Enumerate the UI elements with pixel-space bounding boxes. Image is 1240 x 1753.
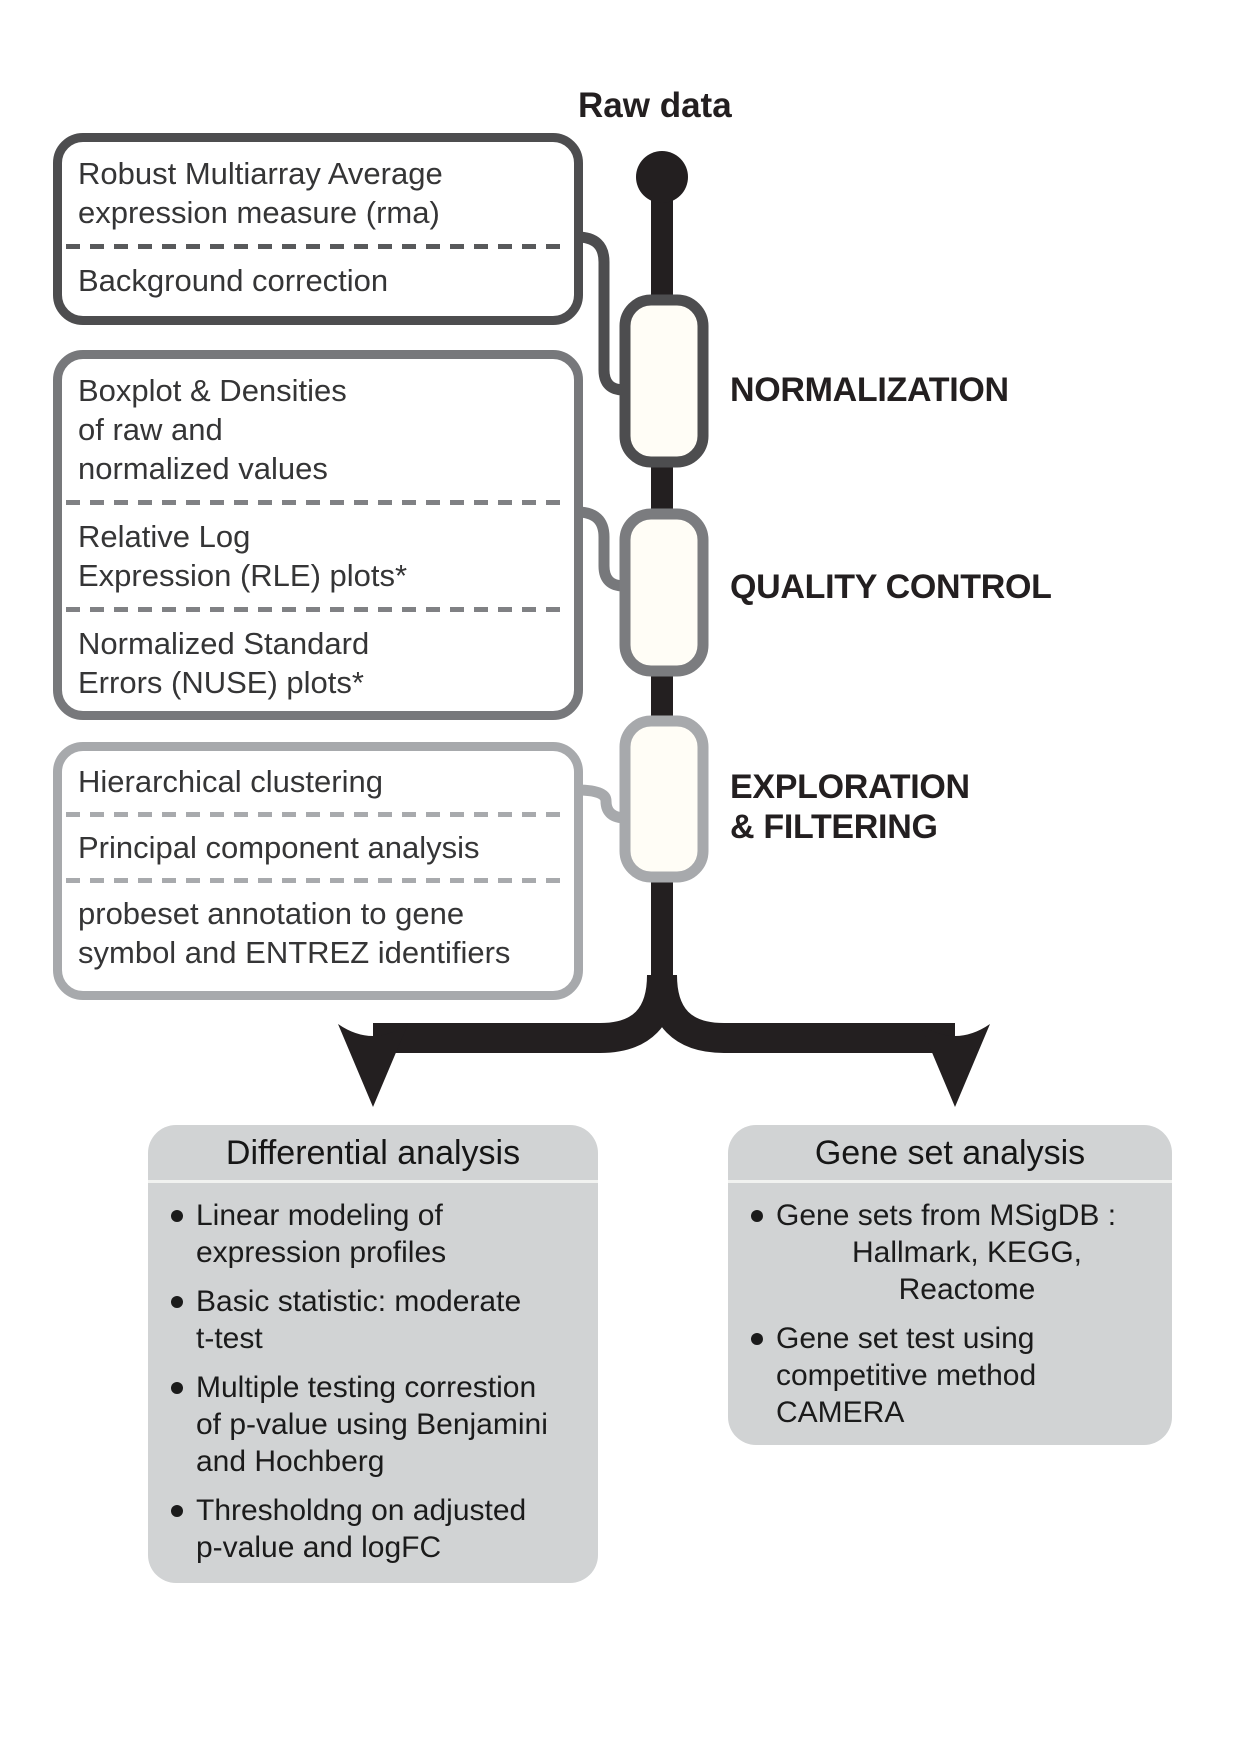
flow-step-line: Principal component analysis	[78, 830, 480, 865]
bullet-item	[742, 1320, 1158, 1431]
flow-step-boxplot-densities	[62, 359, 574, 500]
flow-step-line: Relative Log	[78, 519, 251, 554]
stage-pill-exploration	[625, 721, 703, 877]
bullet-list	[728, 1197, 1172, 1431]
flow-step-background-correction	[62, 249, 574, 312]
flow-step-line: Boxplot & Densities	[78, 373, 347, 408]
flow-step-probeset-annotation	[62, 883, 574, 983]
flow-step-line: Errors (NUSE) plots*	[78, 665, 364, 700]
bullet-item	[742, 1197, 1158, 1308]
flow-step-line: expression measure (rma)	[78, 195, 440, 230]
bullet-line: Reactome	[898, 1273, 1036, 1306]
flow-box-exploration-steps	[53, 742, 583, 1000]
panel-title-separator	[728, 1180, 1172, 1183]
panel-title: Differential analysis	[225, 1134, 521, 1172]
stage-label-line: & FILTERING	[730, 808, 938, 846]
panel-differential-analysis	[148, 1125, 598, 1583]
bullet-line: competitive method	[776, 1359, 1037, 1392]
raw-data-label: Raw data	[578, 86, 732, 125]
stage-pill-quality-control	[625, 514, 703, 671]
stage-label-line: NORMALIZATION	[730, 371, 1009, 409]
flow-box-quality-control-steps	[53, 350, 583, 720]
flow-step-line: normalized values	[78, 451, 328, 486]
flow-step-line: Robust Multiarray Average	[78, 156, 443, 191]
panel-gene-set-analysis	[728, 1125, 1172, 1445]
stage-label-normalization	[730, 370, 1009, 410]
flow-step-line: symbol and ENTREZ identifiers	[78, 935, 511, 970]
flow-box-normalization-steps	[53, 133, 583, 325]
bullet-item	[162, 1197, 584, 1271]
flow-step-nuse-plots	[62, 612, 574, 714]
bullet-line: t-test	[196, 1322, 263, 1355]
flow-step-line: Background correction	[78, 263, 389, 298]
bullet-line: Multiple testing correstion	[196, 1371, 537, 1404]
arrowhead-right-icon	[920, 1024, 990, 1107]
stage-label-quality-control	[730, 567, 1052, 607]
bullet-item	[162, 1492, 584, 1566]
bullet-line: Thresholdng on adjusted	[196, 1494, 527, 1527]
bullet-line: Linear modeling of	[196, 1199, 443, 1232]
arrowhead-left-icon	[338, 1024, 408, 1107]
flow-step-rle-plots	[62, 505, 574, 607]
flow-step-pca	[62, 817, 574, 878]
bullet-line: Gene sets from MSigDB :	[776, 1199, 1117, 1232]
flow-step-line: Normalized Standard	[78, 626, 370, 661]
bullet-item	[162, 1283, 584, 1357]
bullet-line: Hallmark, KEGG,	[851, 1236, 1083, 1269]
flow-step-line: Hierarchical clustering	[78, 764, 383, 799]
flow-step-line: Expression (RLE) plots*	[78, 558, 408, 593]
bullet-list	[148, 1197, 598, 1566]
stage-pill-normalization	[625, 300, 703, 462]
panel-title: Gene set analysis	[814, 1134, 1086, 1172]
bullet-line: of p-value using Benjamini	[196, 1408, 548, 1441]
raw-data-dot-icon	[636, 151, 688, 203]
stage-label-line: EXPLORATION	[730, 768, 970, 806]
flow-step-line: of raw and	[78, 412, 223, 447]
bullet-line: expression profiles	[196, 1236, 447, 1269]
stage-label-line: QUALITY CONTROL	[730, 568, 1052, 606]
bullet-line: Gene set test using	[776, 1322, 1035, 1355]
flow-step-line: probeset annotation to gene	[78, 896, 465, 931]
bullet-item	[162, 1369, 584, 1480]
flow-step-hierarchical-clustering	[62, 751, 574, 812]
bullet-line: and Hochberg	[196, 1445, 385, 1478]
stage-label-exploration-filtering	[730, 767, 970, 847]
panel-title-separator	[148, 1180, 598, 1183]
flow-step-rma	[62, 142, 574, 244]
bullet-line: p-value and logFC	[196, 1531, 442, 1564]
bullet-line: CAMERA	[776, 1396, 905, 1429]
bullet-line: Basic statistic: moderate	[196, 1285, 522, 1318]
